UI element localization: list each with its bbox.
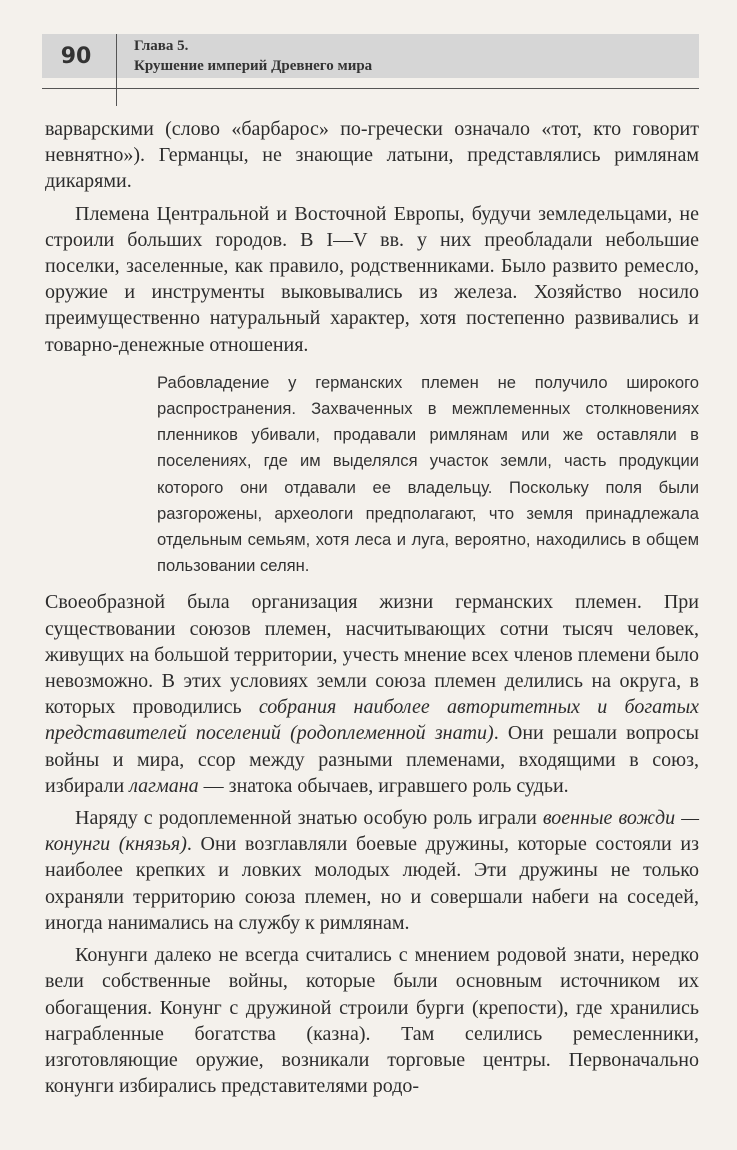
- italic-term: военные вожди — конунги (князья): [45, 807, 700, 856]
- paragraph: [45, 589, 699, 799]
- paragraph: варварскими (слово «барбарос» по-гречески означало «тот, кто говорит невнятно»). Германцы, не знающие латыни, представлялись римлянам дикарями.: [45, 118, 699, 193]
- text-run: . Они решали вопросы войны и мира, ссор между разными племенами, входящими в союз, избирали: [45, 722, 699, 797]
- text-run: . Они возглавляли боевые дружины, которые состояли из наиболее крепких и ловких молодых людей. Эти дружины не только охраняли территорию союза племен, но и совершали набеги на соседей, иногда нанимались на службу к римлянам.: [45, 833, 699, 934]
- chapter-title: Крушение империй Древнего мира: [134, 58, 373, 74]
- paragraph: Племена Центральной и Восточной Европы, будучи земледельцами, не строили больших городов. В I—V вв. у них преобладали небольшие поселки, заселенные, как правило, родственниками. Было развито ремесло, оружие и инструменты выковывались из железа. Хозяйство носило преимущественно натуральный характер, хотя постепенно развивались и товарно-денежные отношения.: [45, 202, 699, 356]
- body-text: [45, 116, 699, 1099]
- chapter-label: Глава 5.: [134, 38, 189, 54]
- text-run: Наряду с родоплеменной знатью особую роль играли: [75, 807, 543, 830]
- text-run: — знатока обычаев, игравшего роль судьи.: [198, 774, 569, 797]
- inset-paragraph: Рабовладение у германских племен не получило широкого распространения. Захваченных в межплеменных столкновениях пленников убивали, продавали римлянам или же оставляли в поселениях, где им выделялся участок земли, часть продукции которого они отдавали ее владельцу. Поскольку поля были разгорожены, археологи предполагают, что земля принадлежала отдельным семьям, хотя леса и луга, вероятно, находились в общем пользовании селян.: [157, 372, 699, 576]
- italic-term: собрания наиболее авторитетных и богатых представителей поселений (родоплеменной знати): [45, 696, 699, 745]
- paragraph: [45, 805, 699, 936]
- page-number: 90: [60, 43, 92, 69]
- text-run: Своеобразной была организация жизни германских племен. При существовании союзов племен, насчитывающих сотни тысяч человек, живущих на большой территории, учесть мнение всех членов племени было невозможно. В этих условиях земли союза племен делились на округа, в которых проводились: [45, 591, 699, 719]
- header-divider-vertical: [116, 34, 117, 106]
- paragraph: Конунги далеко не всегда считались с мнением родовой знати, нередко вели собственные войны, которые были основным источником их обогащения. Конунг с дружиной строили бурги (крепости), где хранились награбленные богатства (казна). Там селились ремесленники, изготовляющие оружие, возникали торговые центры. Первоначально конунги избирались представителями родо-: [45, 944, 699, 1098]
- italic-term: лагмана: [129, 774, 199, 797]
- header-divider-horizontal: [42, 88, 699, 89]
